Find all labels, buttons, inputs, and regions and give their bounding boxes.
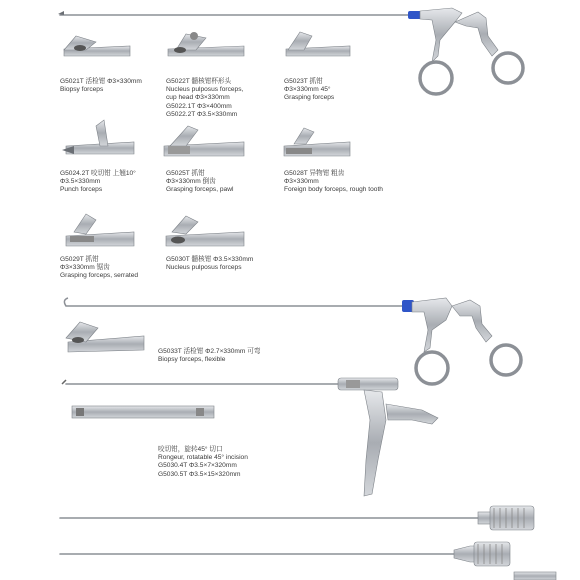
rongeur — [62, 378, 438, 496]
g5030t-tip — [166, 216, 244, 246]
caption-line: Nucleus pulposus forceps — [166, 264, 242, 272]
caption-line: G5033T 活检钳 Φ2.7×330mm 可弯 — [158, 348, 261, 355]
g5021t-tip — [64, 36, 130, 56]
caption-line: Nucleus pulposus forceps, — [166, 86, 244, 94]
caption-line: Grasping forceps, pawl — [166, 186, 234, 194]
caption-g5025t — [166, 170, 233, 195]
caption-line: G5029T 抓钳 — [60, 256, 99, 263]
caption-line: G5022.2T Φ3.5×330mm — [166, 110, 238, 118]
caption-g5033t — [158, 348, 260, 364]
caption-line: G5030T 髓核钳 Φ3.5×330mm — [166, 256, 254, 263]
caption-line: G5030.4T Φ3.5×7×320mm — [158, 462, 237, 470]
caption-g5029t — [60, 256, 138, 281]
caption-line: Foreign body forceps, rough tooth — [284, 186, 383, 194]
partial-instrument-bottom — [514, 572, 556, 580]
caption-g5023t — [284, 78, 334, 103]
caption-g5028t — [284, 170, 383, 195]
rongeur-tip — [72, 406, 214, 418]
caption-rongeur — [158, 446, 248, 479]
caption-line: G5025T 抓钳 — [166, 170, 205, 177]
g5023t-tip — [286, 32, 350, 56]
caption-g5021t — [60, 78, 142, 94]
caption-g5024t — [60, 170, 136, 195]
caption-line: Punch forceps — [60, 186, 103, 194]
caption-line: Biopsy forceps — [60, 86, 104, 94]
caption-g5022t — [166, 78, 243, 119]
g5022t-tip — [168, 32, 244, 56]
caption-g5030t — [166, 256, 253, 272]
needle-one — [60, 506, 534, 530]
caption-line: Grasping forceps — [284, 94, 335, 102]
g5024t-tip — [62, 120, 134, 154]
caption-line: Biopsy forceps, flexible — [158, 356, 226, 364]
g5028t-tip — [284, 128, 350, 156]
caption-line: G5022T 髓核钳杯形头 — [166, 78, 232, 85]
caption-line: G5030.5T Φ3.5×15×320mm — [158, 470, 241, 478]
caption-line: G5021T 活检钳 Φ3×330mm — [60, 78, 142, 85]
caption-line: Rongeur, rotatable 45° incision — [158, 454, 248, 462]
caption-line: G5028T 异物钳 粗齿 — [284, 170, 345, 177]
caption-line: 咬切钳，旋转45° 切口 — [158, 446, 223, 453]
caption-line: Φ3×330mm 锯齿 — [60, 264, 110, 272]
caption-line: Φ3×330mm 倒齿 — [166, 178, 216, 186]
caption-line: G5022.1T Φ3×400mm — [166, 102, 232, 110]
caption-line: Φ3×330mm 45° — [284, 86, 331, 94]
caption-line: Grasping forceps, serrated — [60, 272, 139, 280]
needle-two — [60, 542, 510, 566]
caption-line: G5023T 抓钳 — [284, 78, 323, 85]
g5029t-tip — [66, 214, 134, 246]
caption-line: G5024.2T 咬切钳 上翘10° — [60, 170, 136, 177]
g5025t-tip — [164, 126, 244, 156]
caption-line: Φ3×330mm — [284, 178, 319, 186]
caption-line: Φ3.5×330mm — [60, 178, 101, 186]
g5033t-tip — [66, 322, 144, 352]
caption-line: cup head Φ3×330mm — [166, 94, 230, 102]
